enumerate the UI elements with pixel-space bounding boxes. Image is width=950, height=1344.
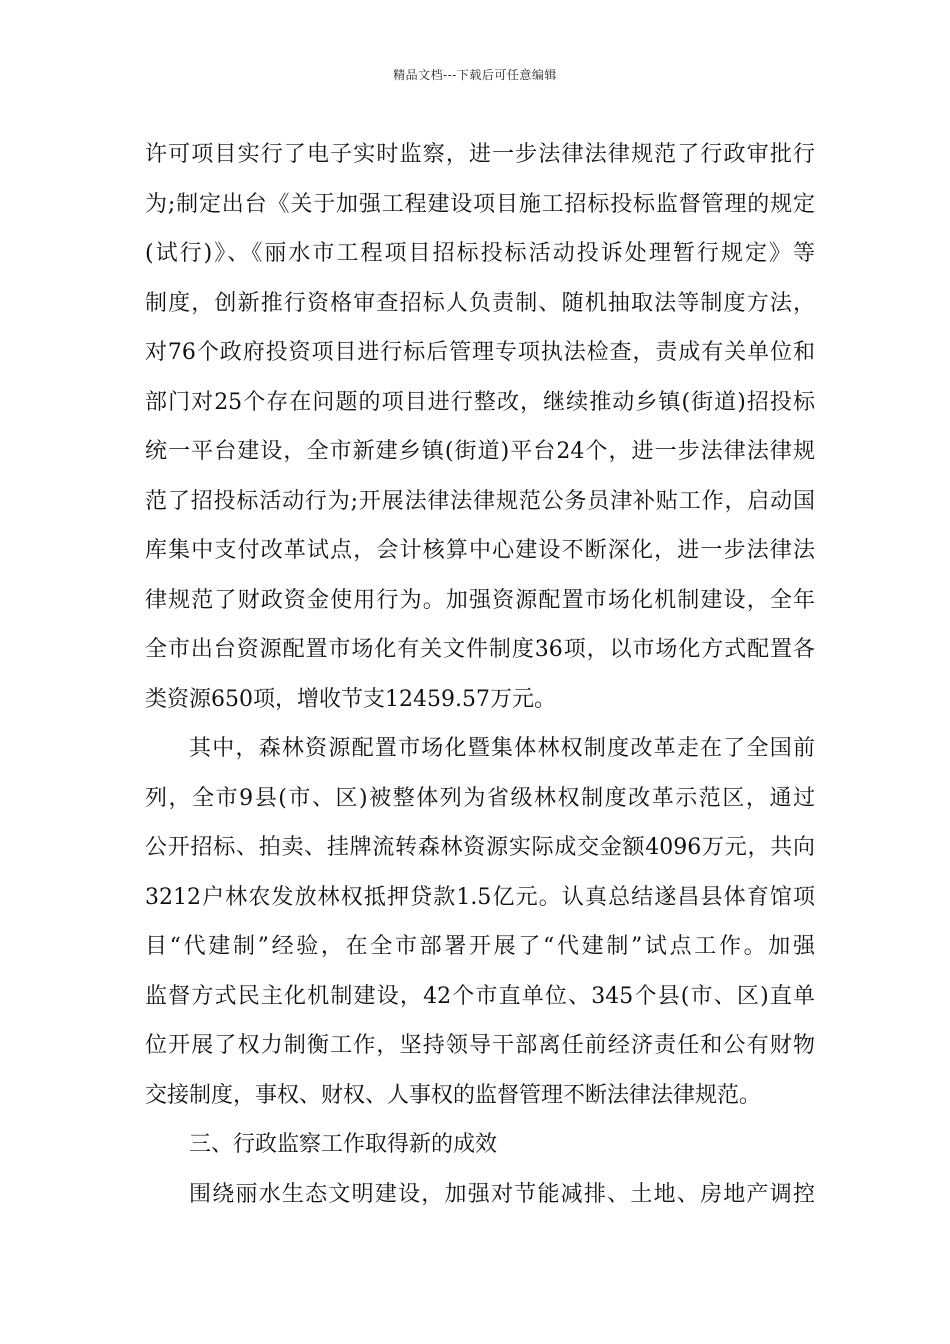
body-line: 制度，创新推行资格审查招标人负责制、随机抽取法等制度方法， xyxy=(145,290,815,316)
body-line: 3212户林农发放林权抵押贷款1.5亿元。认真总结遂昌县体育馆项 xyxy=(145,884,815,910)
body-line: 对76个政府投资项目进行标后管理专项执法检查，责成有关单位和 xyxy=(145,340,815,365)
body-line: 公开招标、拍卖、挂牌流转森林资源实际成交金额4096万元，共向 xyxy=(145,835,815,860)
body-line: (试行)》、《丽水市工程项目招标投标活动投诉处理暂行规定》等 xyxy=(145,241,815,266)
page-header: 精品文档---下载后可任意编辑 xyxy=(393,68,557,82)
body-line: 为;制定出台《关于加强工程建设项目施工招标投标监督管理的规定 xyxy=(145,191,815,217)
section-heading: 三、行政监察工作取得新的成效 xyxy=(189,1132,498,1157)
body-line: 监督方式民主化机制建设，42个市直单位、345个县(市、区)直单 xyxy=(145,983,815,1009)
body-line: 律规范了财政资金使用行为。加强资源配置市场化机制建设，全年 xyxy=(145,587,815,613)
body-line: 类资源650项，增收节支12459.57万元。 xyxy=(145,686,556,712)
body-line: 列，全市9县(市、区)被整体列为省级林权制度改革示范区，通过 xyxy=(145,785,815,811)
body-line: 库集中支付改革试点，会计核算中心建设不断深化，进一步法律法 xyxy=(145,538,815,563)
document-body xyxy=(145,130,815,1219)
body-line: 许可项目实行了电子实时监察，进一步法律法律规范了行政审批行 xyxy=(145,142,815,167)
body-line: 全市出台资源配置市场化有关文件制度36项，以市场化方式配置各 xyxy=(145,637,815,662)
body-line: 交接制度，事权、财权、人事权的监督管理不断法律法律规范。 xyxy=(145,1082,762,1108)
body-line: 范了招投标活动行为;开展法律法律规范公务员津补贴工作，启动国 xyxy=(145,488,815,514)
paragraph-first-line: 其中，森林资源配置市场化暨集体林权制度改革走在了全国前 xyxy=(189,736,815,761)
body-line: 部门对25个存在问题的项目进行整改，继续推动乡镇(街道)招投标 xyxy=(145,389,815,415)
body-line: 位开展了权力制衡工作，坚持领导干部离任前经济责任和公有财物 xyxy=(145,1033,815,1058)
body-line: 统一平台建设，全市新建乡镇(街道)平台24个，进一步法律法律规 xyxy=(145,439,815,464)
body-line: 目“代建制”经验，在全市部署开展了“代建制”试点工作。加强 xyxy=(145,934,815,959)
paragraph-first-line: 围绕丽水生态文明建设，加强对节能减排、土地、房地产调控 xyxy=(189,1181,815,1207)
